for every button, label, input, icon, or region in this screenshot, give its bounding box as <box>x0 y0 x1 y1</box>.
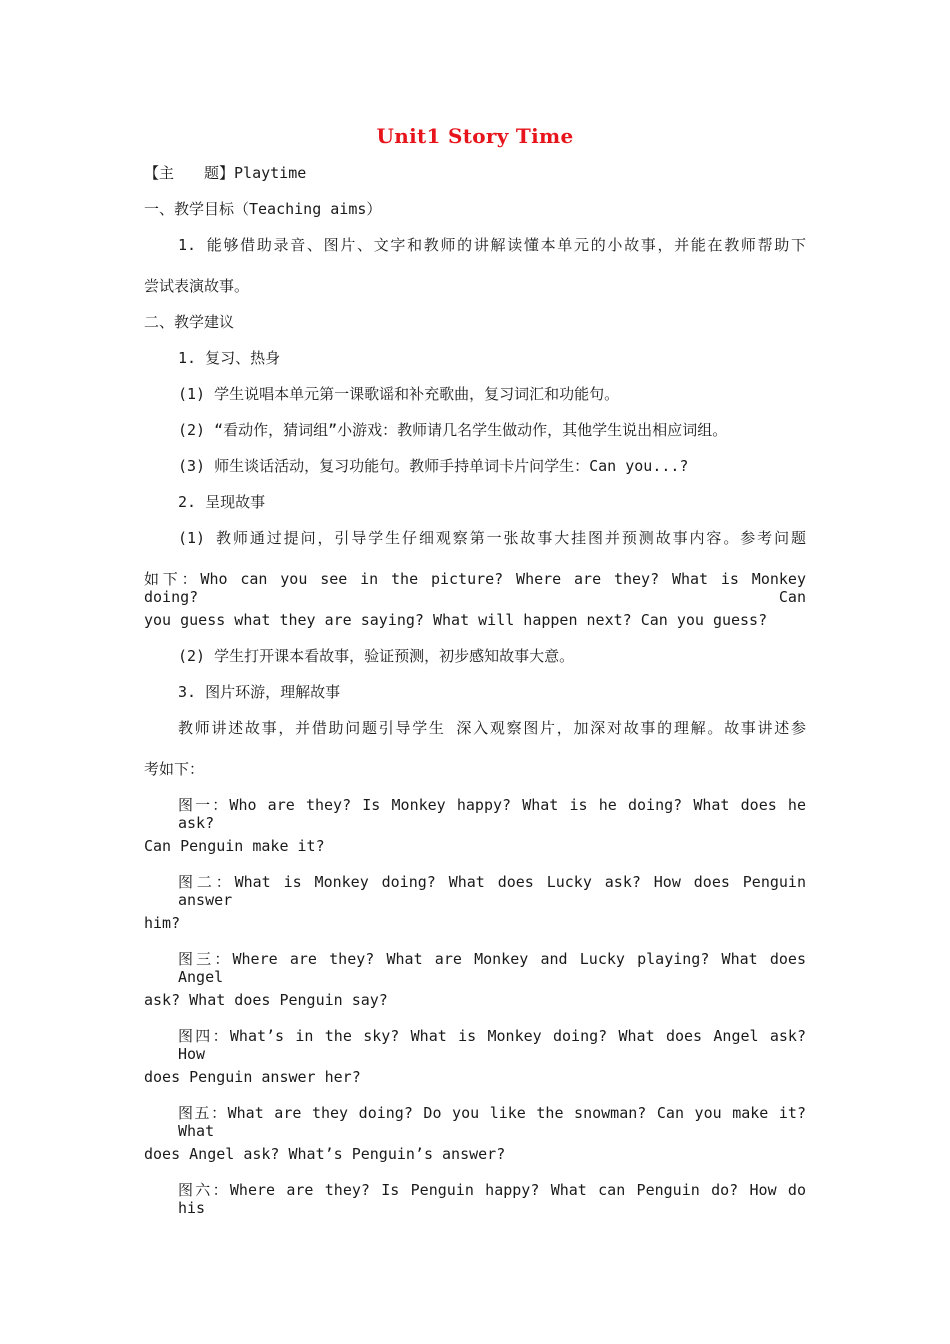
step1-title: 1. 复习、热身 <box>178 349 281 367</box>
picture-2-questions-line-2: him? <box>144 914 181 932</box>
step2-paragraph-1-line-3: you guess what they are saying? What will happen next? Can you guess? <box>144 611 768 629</box>
picture-3-questions-line-2: ask? What does Penguin say? <box>144 991 388 1009</box>
picture-5-questions-line-1: 图五：What are they doing? Do you like the snowman? Can you make it? What <box>178 1104 806 1140</box>
aim-item-1-line-2: 尝试表演故事。 <box>144 277 250 295</box>
step1-paragraph-1: (1) 学生说唱本单元第一课歌谣和补充歌曲，复习词汇和功能句。 <box>178 385 620 403</box>
picture-1-questions-line-2: Can Penguin make it? <box>144 837 325 855</box>
step1-paragraph-2: (2) “看动作，猜词组”小游戏：教师请几名学生做动作，其他学生说出相应词组。 <box>178 421 728 439</box>
step2-paragraph-1-line-1: (1) 教师通过提问，引导学生仔细观察第一张故事大挂图并预测故事内容。参考问题 <box>178 529 806 547</box>
step2-paragraph-1-line-2: 如下：Who can you see in the picture? Where are they? What is Monkey doing? Can <box>144 570 806 606</box>
aim-item-1-line-1: 1. 能够借助录音、图片、文字和教师的讲解读懂本单元的小故事，并能在教师帮助下 <box>178 236 806 254</box>
step3-intro-line-2: 考如下： <box>144 760 205 778</box>
document-title: Unit1 Story Time <box>376 124 574 148</box>
step3-title: 3. 图片环游，理解故事 <box>178 683 341 701</box>
step1-paragraph-3: (3) 师生谈话活动，复习功能句。教师手持单词卡片问学生：Can you...? <box>178 457 689 475</box>
step2-paragraph-2: (2) 学生打开课本看故事，验证预测，初步感知故事大意。 <box>178 647 575 665</box>
topic-line <box>144 164 306 182</box>
picture-5-questions-line-2: does Angel ask? What’s Penguin’s answer? <box>144 1145 506 1163</box>
picture-3-questions-line-1: 图三：Where are they? What are Monkey and Lucky playing? What does Angel <box>178 950 806 986</box>
step2-title: 2. 呈现故事 <box>178 493 266 511</box>
picture-1-questions-line-1: 图一：Who are they? Is Monkey happy? What is he doing? What does he ask? <box>178 796 806 832</box>
picture-4-questions-line-1: 图四：What’s in the sky? What is Monkey doing? What does Angel ask? How <box>178 1027 806 1063</box>
section2-heading: 二、教学建议 <box>144 313 235 331</box>
step3-intro-line-1: 教师讲述故事，并借助问题引导学生 深入观察图片，加深对故事的理解。故事讲述参 <box>178 719 806 737</box>
topic-value: Playtime <box>234 164 307 182</box>
picture-6-questions-line-1: 图六：Where are they? Is Penguin happy? What can Penguin do? How do his <box>178 1181 806 1217</box>
section1-heading: 一、教学目标（Teaching aims） <box>144 200 382 218</box>
topic-label: 【主 题】 <box>144 164 235 182</box>
picture-2-questions-line-1: 图二：What is Monkey doing? What does Lucky ask? How does Penguin answer <box>178 873 806 909</box>
picture-4-questions-line-2: does Penguin answer her? <box>144 1068 361 1086</box>
